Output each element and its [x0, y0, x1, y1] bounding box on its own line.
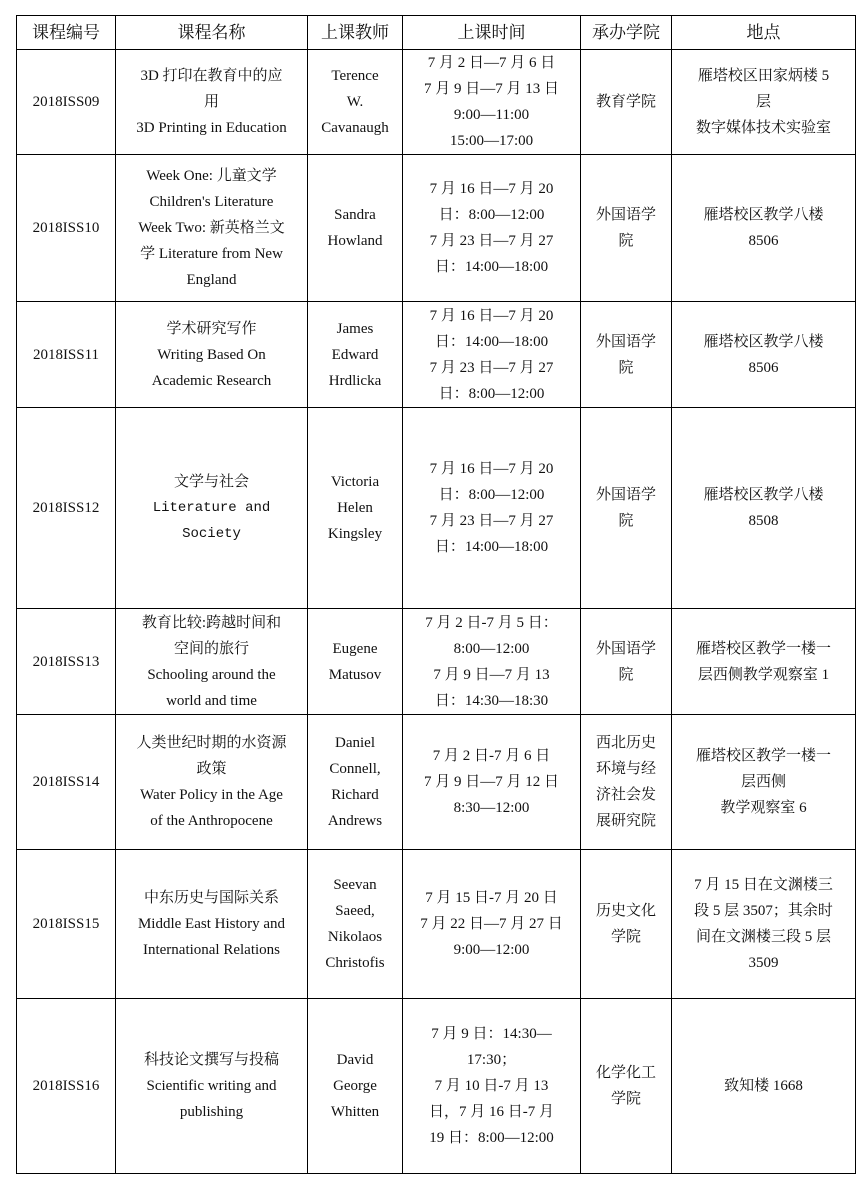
course-name-cell-line: 3D 打印在教育中的应: [140, 68, 283, 84]
teacher-cell-line: Edward: [331, 346, 379, 363]
location-cell: [672, 715, 856, 850]
course-name-cell: [116, 50, 308, 155]
college-cell: [581, 999, 672, 1174]
teacher-cell: [308, 999, 403, 1174]
time-cell-line: 9:00—12:00: [453, 942, 530, 958]
college-cell-line: 学院: [610, 1091, 641, 1107]
teacher-cell: [308, 155, 403, 302]
college-cell-line: 院: [618, 233, 634, 249]
time-cell-line: 7 月 2 日—7 月 6 日: [427, 55, 556, 71]
course-name-cell-line: Week One: 儿童文学: [146, 168, 277, 184]
course-code-cell: 2018ISS15: [17, 850, 116, 999]
teacher-cell-line: David: [336, 1052, 374, 1068]
course-name-cell-line: Literature and: [152, 500, 271, 516]
college-cell-line: 外国语学: [595, 640, 656, 657]
table-row: [17, 850, 856, 999]
course-name-cell-line: International Relations: [142, 942, 281, 958]
location-cell: [672, 850, 856, 999]
header-time: 上课时间: [403, 16, 581, 50]
teacher-cell-line: Seevan: [333, 877, 377, 893]
course-code-cell: 2018ISS12: [17, 408, 116, 609]
teacher-cell-line: W.: [346, 94, 364, 110]
time-cell-line: 7 月 16 日—7 月 20: [429, 307, 554, 324]
course-name-cell: [116, 302, 308, 408]
location-cell: [672, 999, 856, 1174]
location-cell-line: 层西侧: [740, 774, 786, 790]
teacher-cell-line: Eugene: [332, 640, 378, 657]
teacher-cell: [308, 408, 403, 609]
teacher-cell-line: Hrdlicka: [328, 372, 382, 389]
teacher-cell-line: Whitten: [330, 1104, 380, 1120]
college-cell: [581, 50, 672, 155]
course-code-cell: 2018ISS13: [17, 609, 116, 715]
course-name-cell-line: of the Anthropocene: [150, 813, 273, 829]
college-cell-line: 外国语学: [595, 333, 656, 350]
time-cell-line: 7 月 23 日—7 月 27: [429, 513, 554, 529]
course-name-cell-line: 学 Literature from New: [140, 246, 283, 262]
time-cell-line: 7 月 2 日-7 月 6 日: [432, 748, 551, 764]
college-cell-line: 济社会发: [595, 787, 656, 803]
time-cell: [403, 715, 581, 850]
time-cell: [403, 155, 581, 302]
teacher-cell: [308, 609, 403, 715]
course-name-cell: [116, 408, 308, 609]
table-row: [17, 999, 856, 1174]
time-cell-line: 7 月 22 日—7 月 27 日: [420, 916, 563, 932]
teacher-cell-line: Andrews: [327, 813, 383, 829]
location-cell-line: 7 月 15 日在文渊楼三: [694, 877, 833, 893]
course-name-cell-line: Water Policy in the Age: [140, 787, 283, 803]
college-cell-line: 西北历史: [595, 735, 656, 751]
time-cell-line: 7 月 16 日—7 月 20: [429, 181, 554, 197]
college-cell-line: 环境与经: [595, 761, 656, 777]
college-cell: [581, 609, 672, 715]
location-cell: [672, 408, 856, 609]
location-cell-line: 教学观察室 6: [720, 800, 807, 816]
location-cell-line: 雁塔校区田家炳楼 5: [697, 68, 830, 84]
college-cell-line: 展研究院: [595, 813, 656, 829]
location-cell-line: 雁塔校区教学一楼一: [695, 640, 831, 657]
time-cell-line: 日：14:00—18:00: [434, 333, 549, 350]
teacher-cell-line: Richard: [331, 787, 379, 803]
table-row: [17, 609, 856, 715]
course-name-cell-line: Schooling around the: [147, 666, 276, 683]
location-cell-line: 雁塔校区教学八楼: [703, 333, 824, 350]
location-cell: [672, 609, 856, 715]
college-cell-line: 院: [618, 513, 634, 529]
time-cell-line: 7 月 9 日：14:30—: [431, 1026, 552, 1042]
time-cell-line: 7 月 16 日—7 月 20: [429, 461, 554, 477]
course-name-cell-line: 教育比较:跨越时间和: [141, 614, 282, 631]
teacher-cell-line: Terence: [331, 68, 379, 84]
teacher-cell: [308, 715, 403, 850]
time-cell-line: 日：8:00—12:00: [438, 385, 545, 402]
location-cell-line: 3509: [748, 955, 779, 971]
college-cell: [581, 155, 672, 302]
course-name-cell-line: 文学与社会: [173, 474, 249, 490]
college-cell-line: 外国语学: [595, 487, 656, 503]
course-code-cell: 2018ISS14: [17, 715, 116, 850]
table-row: [17, 715, 856, 850]
course-name-cell: [116, 155, 308, 302]
header-course-code: 课程编号: [17, 16, 116, 50]
teacher-cell-line: Kingsley: [327, 526, 383, 542]
teacher-cell-line: Cavanaugh: [321, 120, 389, 136]
location-cell-line: 间在文渊楼三段 5 层: [695, 929, 831, 945]
time-cell: [403, 999, 581, 1174]
location-cell: [672, 155, 856, 302]
course-name-cell-line: world and time: [166, 692, 257, 709]
teacher-cell-line: Sandra: [334, 207, 376, 223]
time-cell-line: 7 月 9 日—7 月 12 日: [423, 774, 559, 790]
table-row: [17, 155, 856, 302]
time-cell-line: 8:00—12:00: [453, 640, 530, 657]
time-cell-line: 7 月 9 日—7 月 13 日: [423, 81, 559, 97]
header-course-name: 课程名称: [116, 16, 308, 50]
college-cell-line: 外国语学: [595, 207, 656, 223]
course-name-cell-line: Academic Research: [151, 372, 272, 389]
time-cell-line: 日：8:00—12:00: [438, 487, 545, 503]
time-cell: [403, 408, 581, 609]
time-cell-line: 7 月 9 日—7 月 13: [433, 666, 550, 683]
course-name-cell-line: Scientific writing and: [146, 1078, 277, 1094]
course-schedule-table: [16, 15, 856, 1174]
course-name-cell-line: Middle East History and: [137, 916, 286, 932]
teacher-cell: [308, 302, 403, 408]
time-cell: [403, 609, 581, 715]
location-cell: [672, 50, 856, 155]
time-cell-line: 7 月 23 日—7 月 27: [429, 233, 554, 249]
time-cell-line: 19 日：8:00—12:00: [429, 1130, 554, 1146]
course-name-cell-line: England: [186, 272, 237, 288]
course-code-cell: 2018ISS09: [17, 50, 116, 155]
course-name-cell-line: 学术研究写作: [166, 320, 257, 337]
teacher-cell-line: James: [336, 320, 374, 337]
time-cell-line: 7 月 2 日-7 月 5 日：: [425, 614, 558, 631]
table-row: [17, 408, 856, 609]
location-cell-line: 雁塔校区教学一楼一: [695, 748, 831, 764]
college-cell-line: 学院: [610, 929, 641, 945]
course-name-cell-line: publishing: [179, 1104, 244, 1120]
teacher-cell-line: Saeed,: [335, 903, 375, 919]
location-cell-line: 段 5 层 3507；其余时: [694, 903, 833, 919]
course-name-cell-line: Children's Literature: [149, 194, 274, 210]
time-cell-line: 17:30；: [466, 1052, 517, 1068]
time-cell-line: 15:00—17:00: [449, 133, 534, 149]
location-cell-line: 层: [755, 94, 771, 110]
course-name-cell: [116, 999, 308, 1174]
location-cell-line: 雁塔校区教学八楼: [703, 487, 824, 503]
course-code-cell: 2018ISS16: [17, 999, 116, 1174]
course-name-cell-line: 科技论文撰写与投稿: [143, 1052, 279, 1068]
course-name-cell-line: Week Two: 新英格兰文: [138, 220, 285, 236]
course-code-cell: 2018ISS10: [17, 155, 116, 302]
header-row: [17, 16, 856, 50]
course-name-cell-line: Society: [182, 526, 241, 542]
table-row: [17, 302, 856, 408]
course-name-cell: [116, 715, 308, 850]
location-cell-line: 致知楼 1668: [724, 1078, 803, 1094]
teacher-cell-line: Matusov: [328, 666, 382, 683]
table-row: [17, 50, 856, 155]
teacher-cell-line: Nikolaos: [327, 929, 383, 945]
college-cell: [581, 408, 672, 609]
location-cell-line: 8506: [748, 359, 779, 376]
teacher-cell: [308, 850, 403, 999]
time-cell-line: 日：8:00—12:00: [438, 207, 545, 223]
teacher-cell-line: Howland: [327, 233, 383, 249]
college-cell-line: 化学化工: [595, 1065, 656, 1081]
course-name-cell-line: 3D Printing in Education: [136, 120, 287, 136]
course-name-cell-line: 中东历史与国际关系: [143, 890, 279, 906]
time-cell-line: 8:30—12:00: [453, 800, 530, 816]
header-location: 地点: [672, 16, 856, 50]
college-cell: [581, 715, 672, 850]
course-name-cell-line: 用: [203, 94, 219, 110]
location-cell-line: 8508: [748, 513, 779, 529]
time-cell-line: 9:00—11:00: [453, 107, 530, 123]
college-cell-line: 历史文化: [595, 903, 656, 919]
teacher-cell-line: Victoria: [330, 474, 380, 490]
time-cell-line: 日：14:00—18:00: [434, 259, 549, 275]
teacher-cell-line: Connell,: [329, 761, 381, 777]
teacher-cell-line: George: [333, 1078, 377, 1094]
college-cell-line: 院: [618, 666, 634, 683]
header-college: 承办学院: [581, 16, 672, 50]
college-cell-line: 院: [618, 359, 634, 376]
teacher-cell-line: Daniel: [335, 735, 375, 751]
location-cell-line: 数字媒体技术实验室: [695, 120, 831, 136]
college-cell: [581, 302, 672, 408]
location-cell: [672, 302, 856, 408]
location-cell-line: 雁塔校区教学八楼: [703, 207, 824, 223]
course-name-cell: [116, 609, 308, 715]
teacher-cell-line: Helen: [337, 500, 373, 516]
time-cell-line: 7 月 10 日-7 月 13: [434, 1078, 549, 1094]
time-cell: [403, 50, 581, 155]
location-cell-line: 层西侧教学观察室 1: [697, 666, 830, 683]
course-name-cell-line: Writing Based On: [157, 346, 266, 363]
header-teacher: 上课教师: [308, 16, 403, 50]
course-name-cell: [116, 850, 308, 999]
time-cell-line: 日：14:30—18:30: [434, 692, 549, 709]
course-code-cell: 2018ISS11: [17, 302, 116, 408]
teacher-cell-line: Christofis: [325, 955, 385, 971]
course-name-cell-line: 政策: [196, 761, 227, 777]
course-name-cell-line: 人类世纪时期的水资源: [136, 735, 287, 751]
time-cell-line: 7 月 23 日—7 月 27: [429, 359, 554, 376]
college-cell: [581, 850, 672, 999]
location-cell-line: 8506: [748, 233, 779, 249]
time-cell: [403, 850, 581, 999]
teacher-cell: [308, 50, 403, 155]
time-cell-line: 日，7 月 16 日-7 月: [429, 1104, 554, 1120]
course-name-cell-line: 空间的旅行: [173, 640, 249, 657]
time-cell-line: 日：14:00—18:00: [434, 539, 549, 555]
college-cell-line: 教育学院: [595, 94, 656, 110]
time-cell-line: 7 月 15 日-7 月 20 日: [425, 890, 558, 906]
time-cell: [403, 302, 581, 408]
